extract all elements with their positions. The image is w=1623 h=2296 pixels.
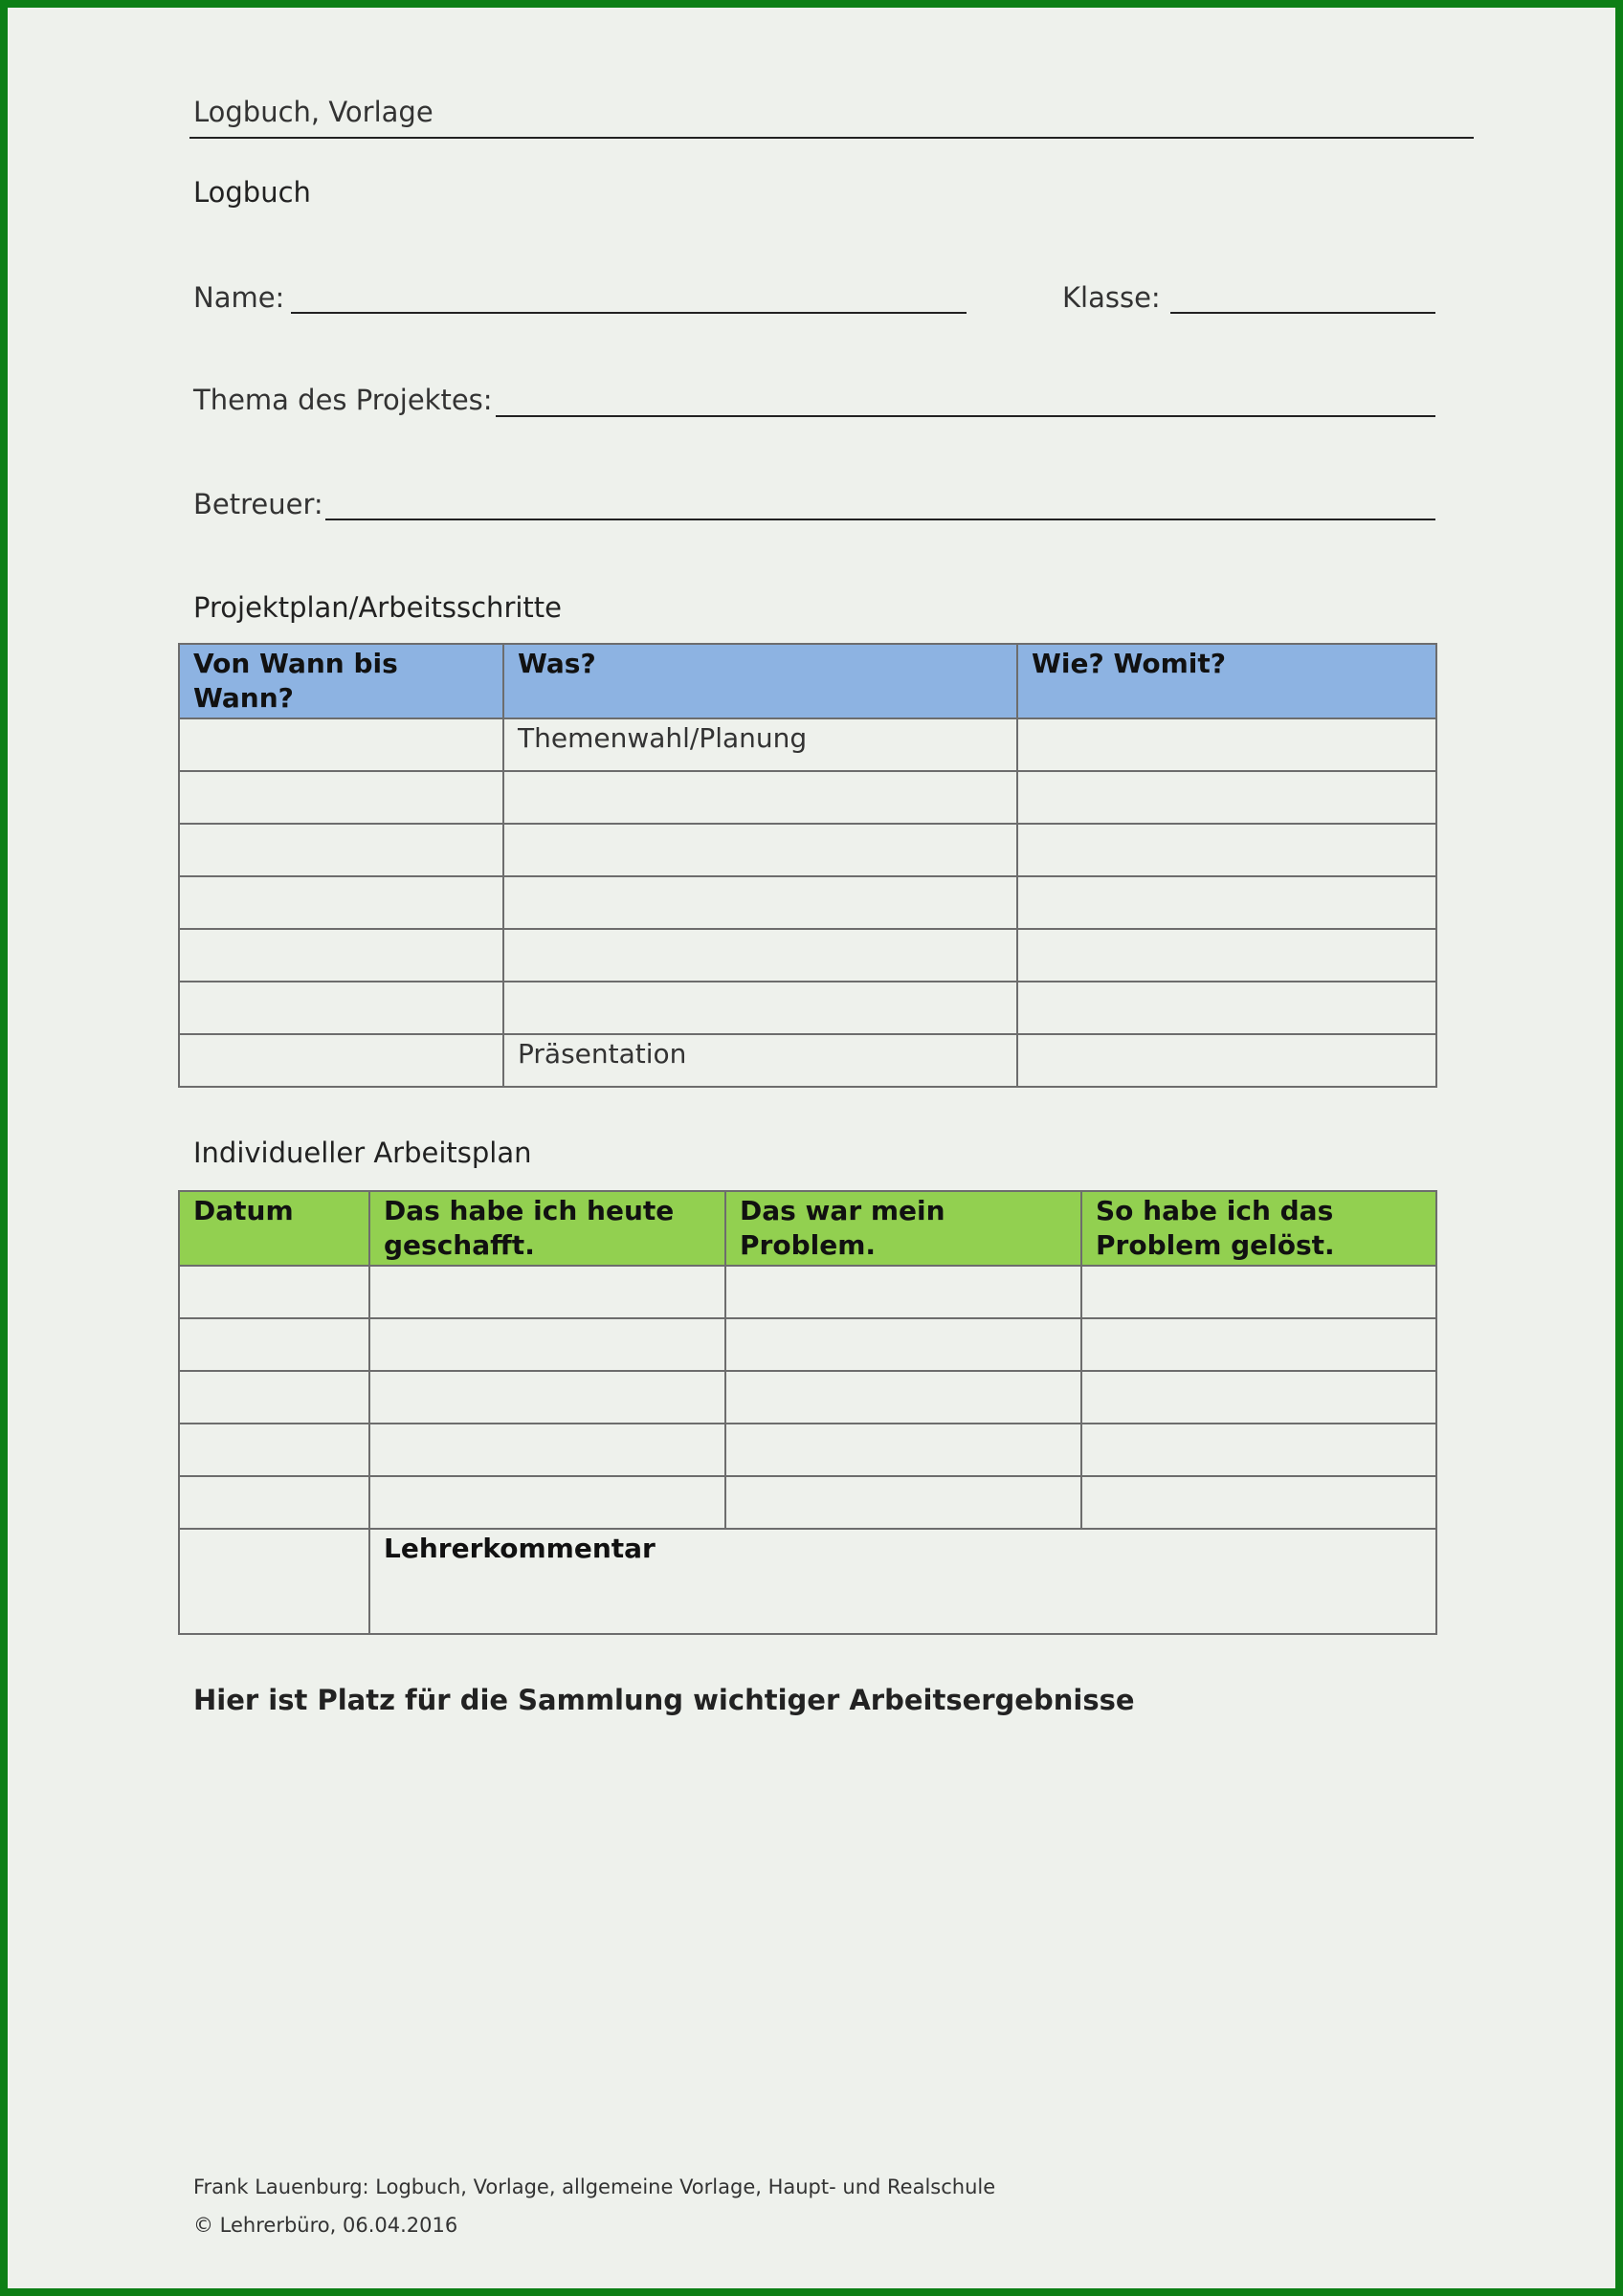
table-cell[interactable] bbox=[725, 1424, 1081, 1476]
footer-author-line: Frank Lauenburg: Logbuch, Vorlage, allgemeine Vorlage, Haupt- und Realschule bbox=[193, 2175, 996, 2198]
table-cell[interactable] bbox=[179, 1266, 369, 1318]
table-row bbox=[179, 771, 1436, 824]
arbeitsplan-header-row bbox=[179, 1191, 1436, 1266]
table-cell[interactable] bbox=[179, 1371, 369, 1424]
table-cell[interactable] bbox=[179, 1476, 369, 1529]
table-cell[interactable] bbox=[369, 1424, 725, 1476]
projektplan-header-row bbox=[179, 644, 1436, 718]
table-cell[interactable] bbox=[503, 824, 1017, 876]
betreuer-label: Betreuer: bbox=[193, 488, 323, 520]
table-cell[interactable] bbox=[1017, 982, 1436, 1034]
arbeitsplan-table bbox=[178, 1190, 1437, 1635]
table-row bbox=[179, 1266, 1436, 1318]
comment-row bbox=[179, 1529, 1436, 1634]
column-header: Was? bbox=[503, 644, 1017, 718]
table-cell[interactable] bbox=[1017, 718, 1436, 771]
table-cell[interactable]: Präsentation bbox=[503, 1034, 1017, 1087]
column-header: So habe ich das Problem gelöst. bbox=[1081, 1191, 1436, 1266]
header-rule bbox=[189, 137, 1474, 139]
table-row bbox=[179, 718, 1436, 771]
table-cell[interactable] bbox=[1081, 1266, 1436, 1318]
betreuer-field[interactable] bbox=[325, 519, 1435, 520]
table-cell[interactable] bbox=[725, 1318, 1081, 1371]
table-row bbox=[179, 1034, 1436, 1087]
document-title: Logbuch bbox=[193, 176, 311, 209]
comment-spacer-cell[interactable] bbox=[179, 1529, 369, 1634]
table-cell[interactable] bbox=[369, 1371, 725, 1424]
table-cell[interactable] bbox=[179, 929, 503, 982]
table-cell[interactable] bbox=[1017, 876, 1436, 929]
table-cell[interactable] bbox=[503, 982, 1017, 1034]
table-cell[interactable] bbox=[369, 1318, 725, 1371]
lehrerkommentar-cell[interactable]: Lehrerkommentar bbox=[369, 1529, 1436, 1634]
column-header: Wie? Womit? bbox=[1017, 644, 1436, 718]
footer-copyright-line: © Lehrerbüro, 06.04.2016 bbox=[193, 2214, 458, 2237]
table-cell[interactable] bbox=[1017, 1034, 1436, 1087]
table-cell[interactable] bbox=[179, 718, 503, 771]
table-cell[interactable] bbox=[503, 876, 1017, 929]
table-cell[interactable] bbox=[179, 1034, 503, 1087]
table-cell[interactable] bbox=[1017, 771, 1436, 824]
table-cell[interactable] bbox=[369, 1476, 725, 1529]
table-row bbox=[179, 824, 1436, 876]
table-row bbox=[179, 1476, 1436, 1529]
thema-field[interactable] bbox=[496, 415, 1435, 417]
klasse-label: Klasse: bbox=[1062, 281, 1161, 314]
table-row bbox=[179, 1371, 1436, 1424]
table-cell[interactable] bbox=[179, 771, 503, 824]
table-cell[interactable] bbox=[1081, 1318, 1436, 1371]
table-row bbox=[179, 982, 1436, 1034]
table-cell[interactable] bbox=[1081, 1371, 1436, 1424]
table-cell[interactable] bbox=[179, 1424, 369, 1476]
table-cell[interactable] bbox=[369, 1266, 725, 1318]
table-cell[interactable] bbox=[179, 1318, 369, 1371]
table-row bbox=[179, 1424, 1436, 1476]
thema-label: Thema des Projektes: bbox=[193, 384, 493, 416]
table-row bbox=[179, 1318, 1436, 1371]
sammlung-heading: Hier ist Platz für die Sammlung wichtiger Arbeitsergebnisse bbox=[193, 1684, 1135, 1716]
table-cell[interactable] bbox=[725, 1371, 1081, 1424]
column-header: Das habe ich heute geschafft. bbox=[369, 1191, 725, 1266]
table-cell[interactable] bbox=[179, 876, 503, 929]
table-cell[interactable] bbox=[503, 771, 1017, 824]
name-field[interactable] bbox=[291, 312, 967, 314]
projektplan-table bbox=[178, 643, 1437, 1088]
table-cell[interactable] bbox=[1017, 824, 1436, 876]
name-label: Name: bbox=[193, 281, 285, 314]
table-row bbox=[179, 929, 1436, 982]
table-cell[interactable] bbox=[179, 824, 503, 876]
table-cell[interactable] bbox=[1017, 929, 1436, 982]
table-cell[interactable]: Themenwahl/Planung bbox=[503, 718, 1017, 771]
column-header: Datum bbox=[179, 1191, 369, 1266]
klasse-field[interactable] bbox=[1170, 312, 1435, 314]
table-cell[interactable] bbox=[1081, 1424, 1436, 1476]
table-row bbox=[179, 876, 1436, 929]
projektplan-heading: Projektplan/Arbeitsschritte bbox=[193, 591, 563, 624]
table-cell[interactable] bbox=[503, 929, 1017, 982]
table-cell[interactable] bbox=[725, 1266, 1081, 1318]
header-title: Logbuch, Vorlage bbox=[193, 96, 434, 128]
table-cell[interactable] bbox=[179, 982, 503, 1034]
column-header: Das war mein Problem. bbox=[725, 1191, 1081, 1266]
table-cell[interactable] bbox=[725, 1476, 1081, 1529]
arbeitsplan-heading: Individueller Arbeitsplan bbox=[193, 1137, 532, 1169]
column-header: Von Wann bis Wann? bbox=[179, 644, 503, 718]
table-cell[interactable] bbox=[1081, 1476, 1436, 1529]
